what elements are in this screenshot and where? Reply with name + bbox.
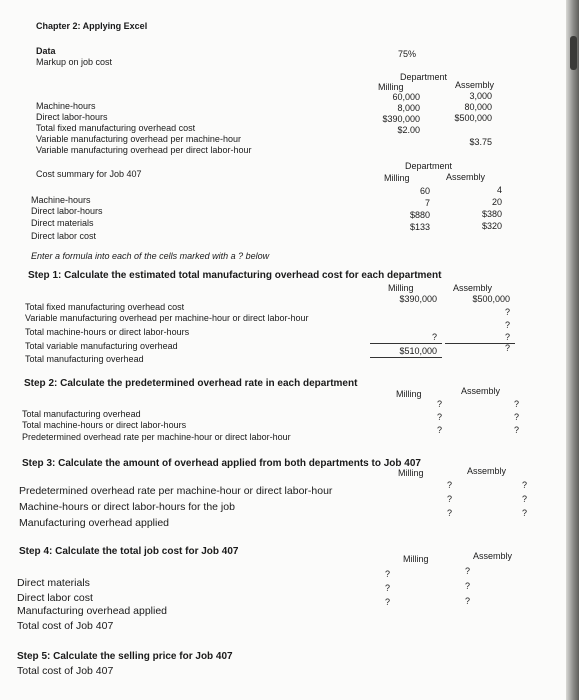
step1-heading: Step 1: Calculate the estimated total manufacturing overhead cost for each department [28,270,442,281]
step3-assembly-job-hours[interactable]: ? [521,494,527,504]
step1-assembly-variable-rate[interactable]: ? [504,307,510,317]
job-label-machine-hours: Machine-hours [31,195,91,205]
data-label-direct-labor-hours: Direct labor-hours [36,112,108,122]
step5-label-total-cost: Total cost of Job 407 [17,665,114,677]
step2-assembly-rate[interactable]: ? [513,425,519,435]
scrollbar-handle[interactable] [570,36,577,70]
instruction-text: Enter a formula into each of the cells marked with a ? below [31,251,270,261]
step2-heading: Step 2: Calculate the predetermined overhead rate in each department [24,378,358,389]
job-assembly-header: Assembly [446,172,486,182]
step2-label-total-overhead: Total manufacturing overhead [22,409,141,419]
step4-milling-direct-materials[interactable]: ? [464,566,470,576]
data-label-variable-per-dlh: Variable manufacturing overhead per direct labor-hour [36,145,252,155]
step4-total-overhead-applied[interactable]: ? [384,597,390,607]
step1-assembly-total-hours[interactable]: ? [504,320,510,330]
milling-header: Milling [378,82,404,92]
step4-total-direct-labor[interactable]: ? [384,583,390,593]
step1-label-variable-rate: Variable manufacturing overhead per machine-hour or direct labor-hour [25,313,309,323]
data-milling-machine-hours[interactable]: 60,000 [392,92,420,102]
step3-milling-header: Milling [398,468,424,478]
step1-milling-total-line [370,357,442,358]
job-summary-heading: Cost summary for Job 407 [36,169,142,179]
assembly-header: Assembly [455,80,495,90]
job-milling-direct-materials[interactable]: $880 [409,210,430,220]
data-assembly-direct-labor-hours[interactable]: 80,000 [464,102,492,112]
job-label-direct-labor-hours: Direct labor-hours [31,206,103,216]
chapter-title: Chapter 2: Applying Excel [36,21,148,31]
step4-label-total-cost: Total cost of Job 407 [17,620,114,632]
step2-assembly-total-overhead[interactable]: ? [513,399,519,409]
step1-assembly-fixed[interactable]: $500,000 [472,294,510,304]
step3-assembly-rate[interactable]: ? [521,480,527,490]
markup-value[interactable]: 75% [398,49,417,59]
step4-milling-direct-labor[interactable]: ? [464,581,470,591]
step3-assembly-overhead-applied[interactable]: ? [521,508,527,518]
step3-assembly-header: Assembly [467,466,507,476]
step1-label-fixed: Total fixed manufacturing overhead cost [25,302,185,312]
step1-assembly-header: Assembly [453,283,493,293]
step2-assembly-total-hours[interactable]: ? [513,412,519,422]
step4-label-overhead-applied: Manufacturing overhead applied [17,605,168,617]
job-milling-header: Milling [384,173,410,183]
page-edge [566,0,579,700]
job-assembly-machine-hours[interactable]: 4 [496,185,502,195]
step4-label-direct-materials: Direct materials [17,577,90,589]
data-label-machine-hours: Machine-hours [36,101,96,111]
job-milling-direct-labor-cost[interactable]: $133 [409,222,430,232]
data-milling-variable-rate[interactable]: $2.00 [397,125,420,135]
step4-total-direct-materials[interactable]: ? [384,569,390,579]
step2-milling-total-overhead[interactable]: ? [436,399,442,409]
step3-milling-overhead-applied[interactable]: ? [446,508,452,518]
step3-milling-job-hours[interactable]: ? [446,494,452,504]
job-assembly-direct-materials[interactable]: $380 [481,209,502,219]
job-milling-machine-hours[interactable]: 60 [419,186,430,196]
step1-label-total-overhead: Total manufacturing overhead [25,354,144,364]
step4-label-direct-labor: Direct labor cost [17,592,93,604]
step2-label-rate: Predetermined overhead rate per machine-hour or direct labor-hour [22,432,291,442]
step1-label-total-variable: Total variable manufacturing overhead [25,341,178,351]
step3-label-overhead-applied: Manufacturing overhead applied [19,517,170,529]
step1-milling-total-overhead[interactable]: $510,000 [399,346,437,356]
step2-milling-rate[interactable]: ? [436,425,442,435]
job-assembly-direct-labor-cost[interactable]: $320 [481,221,502,231]
step4-milling-header: Milling [403,554,429,564]
step1-assembly-total-overhead[interactable]: ? [504,343,510,353]
step1-label-total-hours: Total machine-hours or direct labor-hours [25,327,190,337]
data-label-variable-per-mh: Variable manufacturing overhead per machine-hour [36,134,241,144]
step2-assembly-header: Assembly [461,386,501,396]
step3-milling-rate[interactable]: ? [446,480,452,490]
job-assembly-direct-labor-hours[interactable]: 20 [491,197,502,207]
data-assembly-variable-rate[interactable]: $3.75 [469,137,492,147]
step3-label-job-hours: Machine-hours or direct labor-hours for the job [19,501,235,513]
step1-milling-total-variable[interactable]: ? [431,332,437,342]
markup-label: Markup on job cost [36,57,113,67]
data-milling-direct-labor-hours[interactable]: 8,000 [397,103,420,113]
data-heading: Data [36,46,56,56]
step3-heading: Step 3: Calculate the amount of overhead applied from both departments to Job 407 [22,458,421,469]
step4-heading: Step 4: Calculate the total job cost for Job 407 [19,546,239,557]
data-label-fixed-overhead: Total fixed manufacturing overhead cost [36,123,196,133]
job-label-direct-labor-cost: Direct labor cost [31,231,97,241]
step4-assembly-header: Assembly [473,551,513,561]
step1-milling-sum-line [370,343,442,344]
step2-label-total-hours: Total machine-hours or direct labor-hours [22,420,187,430]
step2-milling-header: Milling [396,389,422,399]
department-header: Department [400,72,448,82]
job-milling-direct-labor-hours[interactable]: 7 [424,198,430,208]
data-milling-fixed-overhead[interactable]: $390,000 [382,114,420,124]
job-label-direct-materials: Direct materials [31,218,94,228]
step4-milling-overhead-applied[interactable]: ? [464,596,470,606]
data-assembly-fixed-overhead[interactable]: $500,000 [454,113,492,123]
step1-assembly-total-variable[interactable]: ? [504,332,510,342]
step3-label-rate: Predetermined overhead rate per machine-hour or direct labor-hour [19,485,333,497]
step1-milling-header: Milling [388,283,414,293]
step5-heading: Step 5: Calculate the selling price for Job 407 [17,651,233,662]
step2-milling-total-hours[interactable]: ? [436,412,442,422]
job-department-header: Department [405,161,453,171]
step1-milling-fixed[interactable]: $390,000 [399,294,437,304]
data-assembly-machine-hours[interactable]: 3,000 [469,91,492,101]
